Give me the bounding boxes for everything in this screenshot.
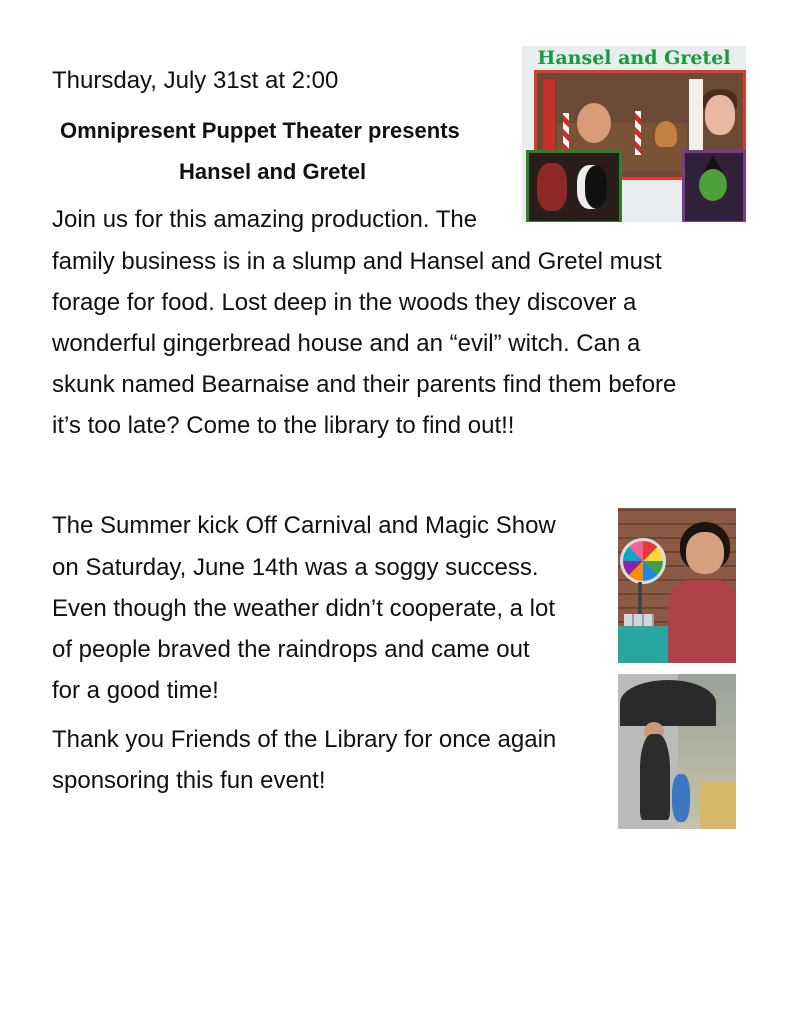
- prize-wheel: [620, 538, 666, 584]
- event1-line: forage for food. Lost deep in the woods they discover a: [52, 289, 637, 316]
- rainy-carnival-photo: [618, 674, 736, 829]
- booth-table: [700, 782, 736, 829]
- thanks-line: sponsoring this fun event!: [52, 767, 326, 794]
- presenter-heading: Omnipresent Puppet Theater presents: [60, 118, 460, 143]
- carnival-girl-photo: [618, 508, 736, 663]
- umbrella: [620, 680, 716, 726]
- event2-line: on Saturday, June 14th was a soggy success.: [52, 554, 539, 581]
- teal-table: [618, 626, 668, 663]
- event2-line: of people braved the raindrops and came out: [52, 636, 530, 663]
- hansel-puppet: [577, 103, 611, 143]
- adult-with-umbrella: [640, 734, 670, 820]
- event2-line: Even though the weather didn’t cooperate, a lot: [52, 595, 556, 622]
- event2-line: The Summer kick Off Carnival and Magic Show: [52, 512, 556, 539]
- event1-line: it’s too late? Come to the library to find out!!: [52, 412, 515, 439]
- girl-face: [686, 532, 724, 574]
- gretel-puppet: [705, 95, 735, 135]
- gingerbread-man: [655, 121, 677, 147]
- event2-line: for a good time!: [52, 677, 219, 704]
- show-title: Hansel and Gretel: [179, 159, 367, 184]
- poster-title: Hansel and Gretel: [537, 47, 731, 69]
- thanks-line: Thank you Friends of the Library for once again: [52, 726, 557, 753]
- hansel-gretel-poster-image: [522, 46, 746, 222]
- girl-shirt: [668, 580, 736, 663]
- child: [672, 774, 690, 822]
- event1-line: Join us for this amazing production. The: [52, 206, 478, 233]
- candy-cane: [635, 111, 641, 155]
- event-date: Thursday, July 31st at 2:00: [52, 67, 339, 94]
- skunk-inset: [526, 150, 622, 222]
- witch-puppet: [699, 169, 727, 201]
- event1-line: wonderful gingerbread house and an “evil” witch. Can a: [52, 330, 641, 357]
- event1-line: skunk named Bearnaise and their parents find them before: [52, 371, 677, 398]
- witch-inset: [682, 150, 746, 222]
- father-puppet: [537, 163, 567, 211]
- event1-line: family business is in a slump and Hansel and Gretel must: [52, 248, 662, 275]
- skunk-puppet: [577, 165, 607, 209]
